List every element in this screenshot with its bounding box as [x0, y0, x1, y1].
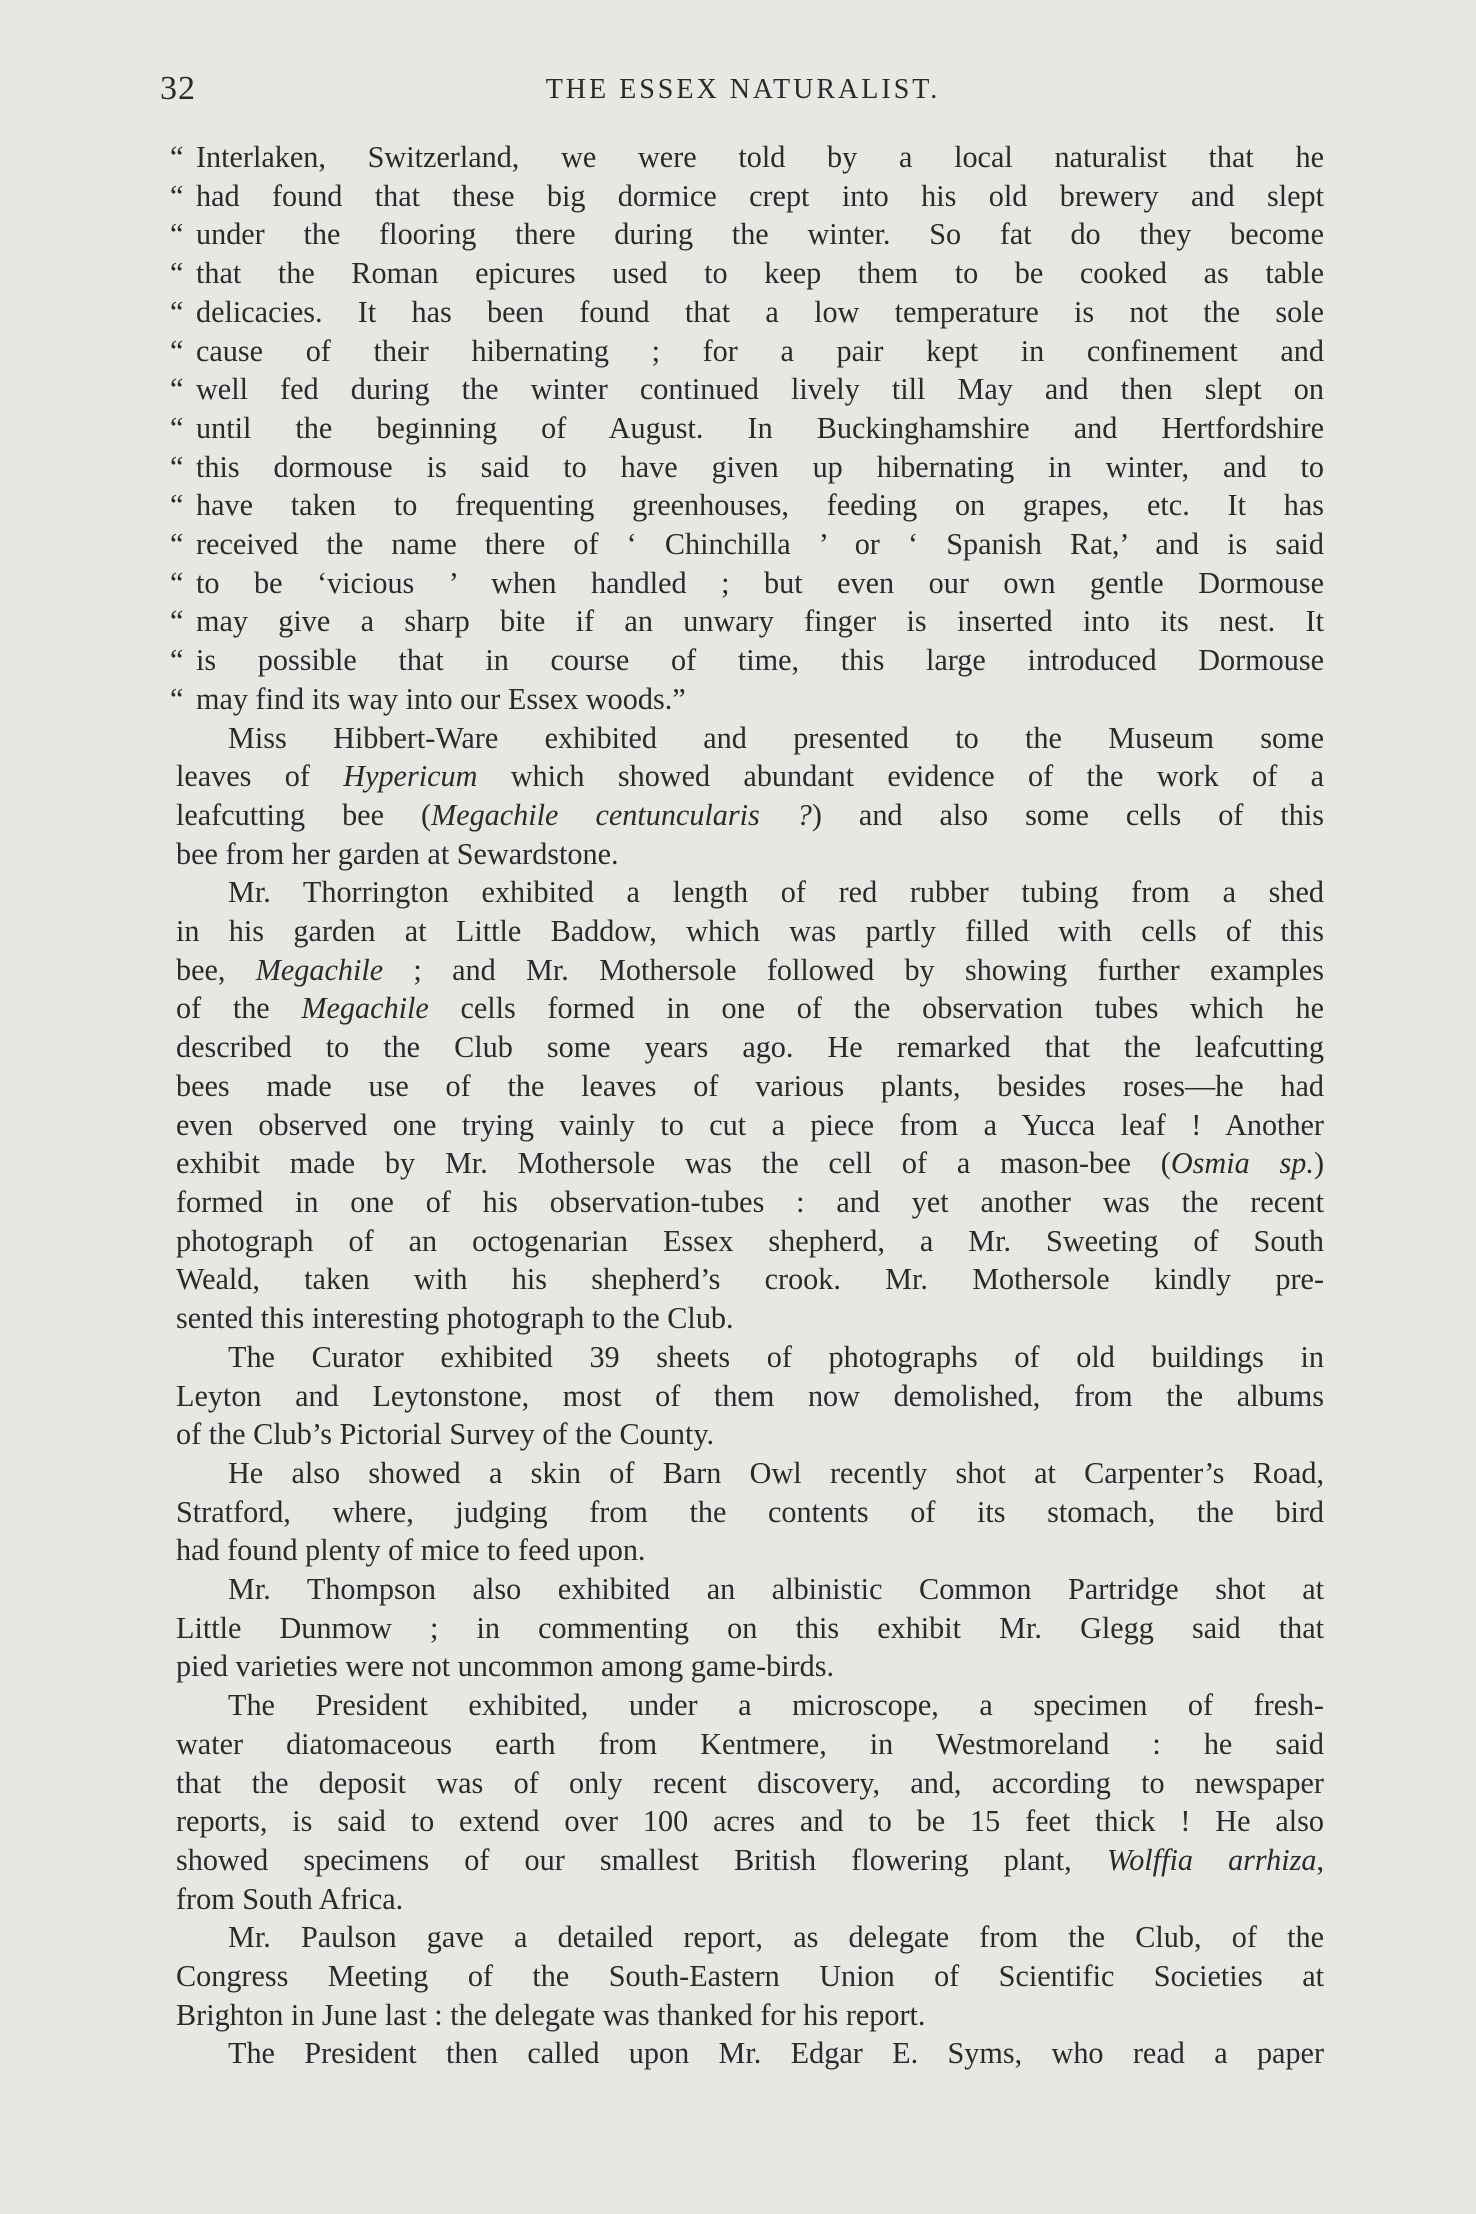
text-line — [176, 835, 1324, 874]
text-line — [176, 1299, 1324, 1338]
text-line — [176, 1609, 1324, 1648]
line-text: ; and Mr. Mothersole followed by showing further examples — [383, 952, 1324, 987]
quote-mark: “ — [170, 256, 184, 291]
line-text: Congress Meeting of the South-Eastern Union of Scientific Societies at — [176, 1959, 1324, 1994]
line-text: that the Roman epicures used to keep them to be cooked as table — [196, 256, 1324, 291]
text-line — [176, 1028, 1324, 1067]
italic-term: Megachile — [255, 952, 384, 987]
text-line — [170, 177, 1324, 216]
text-line — [176, 1725, 1324, 1764]
line-text: from South Africa. — [176, 1881, 404, 1916]
text-line — [170, 448, 1324, 487]
text-line — [176, 1802, 1324, 1841]
line-text: showed specimens of our smallest British flowering plant, — [176, 1842, 1107, 1877]
line-text: of the — [176, 991, 302, 1026]
line-text: Stratford, where, judging from the contents of its stomach, the bird — [176, 1494, 1324, 1529]
line-text: , — [1316, 1842, 1324, 1877]
text-line — [170, 680, 1324, 719]
line-text: had found that these big dormice crept into his old brewery and slept — [196, 178, 1324, 213]
quote-mark: “ — [170, 410, 184, 445]
quote-mark: “ — [170, 372, 184, 407]
quote-mark: “ — [170, 527, 184, 562]
line-text: The President exhibited, under a microscope, a specimen of fresh- — [228, 1688, 1324, 1723]
body-text — [170, 138, 1325, 2073]
line-text: under the flooring there during the winter. So fat do they become — [196, 217, 1324, 252]
text-line — [170, 486, 1324, 525]
line-text: bee, — [176, 952, 256, 987]
text-line — [176, 757, 1324, 796]
text-line — [176, 873, 1324, 912]
italic-term: Megachile — [301, 991, 429, 1026]
text-line — [176, 1570, 1324, 1609]
line-text: have taken to frequenting greenhouses, feeding on grapes, etc. It has — [196, 488, 1324, 523]
text-line — [176, 1647, 1324, 1686]
text-line — [176, 1222, 1324, 1261]
text-line — [176, 1377, 1324, 1416]
page-header — [160, 70, 1326, 116]
text-line — [176, 1841, 1324, 1880]
line-text: well fed during the winter continued lively till May and then slept on — [196, 372, 1324, 407]
text-line — [176, 1957, 1324, 1996]
line-text: reports, is said to extend over 100 acres and to be 15 feet thick ! He also — [176, 1804, 1324, 1839]
line-text: Little Dunmow ; in commenting on this exhibit Mr. Glegg said that — [176, 1610, 1324, 1645]
line-text: cause of their hibernating ; for a pair kept in confinement and — [196, 333, 1324, 368]
text-line — [176, 1880, 1324, 1919]
line-text: which showed abundant evidence of the work of a — [477, 759, 1325, 794]
text-line — [170, 564, 1324, 603]
line-text: The Curator exhibited 39 sheets of photographs of old buildings in — [228, 1339, 1324, 1374]
line-text: had found plenty of mice to feed upon. — [176, 1533, 646, 1568]
line-text: Brighton in June last : the delegate was thanked for his report. — [176, 1997, 926, 2032]
italic-term: Wolffia arrhiza — [1106, 1842, 1317, 1877]
text-line — [170, 370, 1324, 409]
line-text: leaves of — [176, 759, 344, 794]
line-text: this dormouse is said to have given up hibernating in winter, and to — [196, 449, 1324, 484]
quote-mark: “ — [170, 488, 184, 523]
line-text: Interlaken, Switzerland, we were told by a local naturalist that he — [196, 140, 1324, 174]
line-text: of the Club’s Pictorial Survey of the County. — [176, 1417, 715, 1452]
line-text: The President then called upon Mr. Edgar E. Syms, who read a paper — [228, 2036, 1324, 2071]
line-text: ) and also some cells of this — [811, 797, 1324, 832]
line-text: exhibit made by Mr. Mothersole was the cell of a mason-bee ( — [176, 1146, 1171, 1181]
line-text: Miss Hibbert-Ware exhibited and presented to the Museum some — [228, 720, 1324, 755]
line-text: formed in one of his observation-tubes : and yet another was the recent — [176, 1184, 1324, 1219]
line-text: even observed one trying vainly to cut a piece from a Yucca leaf ! Another — [176, 1107, 1324, 1142]
text-line — [176, 1260, 1324, 1299]
line-text: to be ‘vicious ’ when handled ; but even our own gentle Dormouse — [196, 565, 1324, 600]
line-text: He also showed a skin of Barn Owl recently shot at Carpenter’s Road, — [228, 1455, 1324, 1490]
line-text: ) — [1313, 1146, 1324, 1181]
text-line — [176, 912, 1324, 951]
text-line — [176, 1144, 1324, 1183]
text-line — [176, 1106, 1324, 1145]
text-line — [170, 602, 1324, 641]
running-title: THE ESSEX NATURALIST. — [545, 74, 941, 105]
text-line — [176, 1918, 1324, 1957]
page-number: 32 — [160, 70, 196, 107]
line-text: bee from her garden at Sewardstone. — [176, 836, 619, 871]
quote-mark: “ — [170, 643, 184, 678]
line-text: received the name there of ‘ Chinchilla ’ or ‘ Spanish Rat,’ and is said — [196, 527, 1324, 562]
text-line — [170, 409, 1324, 448]
line-text: pied varieties were not uncommon among game-birds. — [176, 1649, 835, 1684]
text-line — [170, 254, 1324, 293]
quote-mark: “ — [170, 565, 184, 600]
line-text: Mr. Thorrington exhibited a length of red rubber tubing from a shed — [228, 875, 1324, 910]
line-text: that the deposit was of only recent discovery, and, according to newspaper — [176, 1765, 1324, 1800]
text-line — [176, 719, 1324, 758]
text-line — [176, 1338, 1324, 1377]
line-text: Mr. Paulson gave a detailed report, as delegate from the Club, of the — [228, 1920, 1324, 1955]
line-text: may find its way into our Essex woods.” — [196, 681, 686, 716]
quote-mark: “ — [170, 217, 184, 252]
line-text: leafcutting bee ( — [176, 797, 432, 832]
quote-mark: “ — [170, 294, 184, 329]
line-text: photograph of an octogenarian Essex shepherd, a Mr. Sweeting of South — [176, 1223, 1324, 1258]
line-text: sented this interesting photograph to the Club. — [176, 1301, 734, 1336]
quote-mark: “ — [170, 449, 184, 484]
line-text: Mr. Thompson also exhibited an albinistic Common Partridge shot at — [228, 1572, 1324, 1607]
line-text: until the beginning of August. In Buckinghamshire and Hertfordshire — [196, 410, 1324, 445]
line-text: described to the Club some years ago. He remarked that the leafcutting — [176, 1030, 1324, 1065]
text-line — [170, 215, 1324, 254]
text-line — [176, 1686, 1324, 1725]
quote-mark: “ — [170, 140, 184, 174]
quote-mark: “ — [170, 604, 184, 639]
line-text: Leyton and Leytonstone, most of them now demolished, from the albums — [176, 1378, 1324, 1413]
line-text: may give a sharp bite if an unwary finger is inserted into its nest. It — [196, 604, 1324, 639]
text-line — [176, 1531, 1324, 1570]
text-line — [176, 951, 1324, 990]
text-line — [176, 1764, 1324, 1803]
line-text: delicacies. It has been found that a low temperature is not the sole — [196, 294, 1324, 329]
line-text: in his garden at Little Baddow, which was partly filled with cells of this — [176, 914, 1324, 949]
text-line — [176, 1067, 1324, 1106]
text-line — [170, 138, 1324, 177]
text-line — [176, 796, 1324, 835]
text-line — [176, 989, 1324, 1028]
text-line — [170, 332, 1324, 371]
quote-mark: “ — [170, 178, 184, 213]
line-text: bees made use of the leaves of various plants, besides roses—he had — [176, 1068, 1324, 1103]
line-text: is possible that in course of time, this large introduced Dormouse — [196, 643, 1324, 678]
quote-mark: “ — [170, 333, 184, 368]
italic-term: Megachile centuncularis ? — [431, 797, 812, 832]
text-line — [176, 1493, 1324, 1532]
italic-term: Hypericum — [343, 759, 478, 794]
quote-mark: “ — [170, 681, 184, 716]
text-line — [176, 1996, 1324, 2035]
text-line — [176, 2034, 1324, 2073]
text-line — [176, 1415, 1324, 1454]
text-line — [170, 293, 1324, 332]
text-line — [176, 1183, 1324, 1222]
text-line — [170, 641, 1324, 680]
italic-term: Osmia sp. — [1170, 1146, 1314, 1181]
text-line — [170, 525, 1324, 564]
line-text: Weald, taken with his shepherd’s crook. Mr. Mothersole kindly pre- — [176, 1262, 1324, 1297]
line-text: cells formed in one of the observation tubes which he — [428, 991, 1324, 1026]
line-text: water diatomaceous earth from Kentmere, in Westmoreland : he said — [176, 1726, 1324, 1761]
text-line — [176, 1454, 1324, 1493]
